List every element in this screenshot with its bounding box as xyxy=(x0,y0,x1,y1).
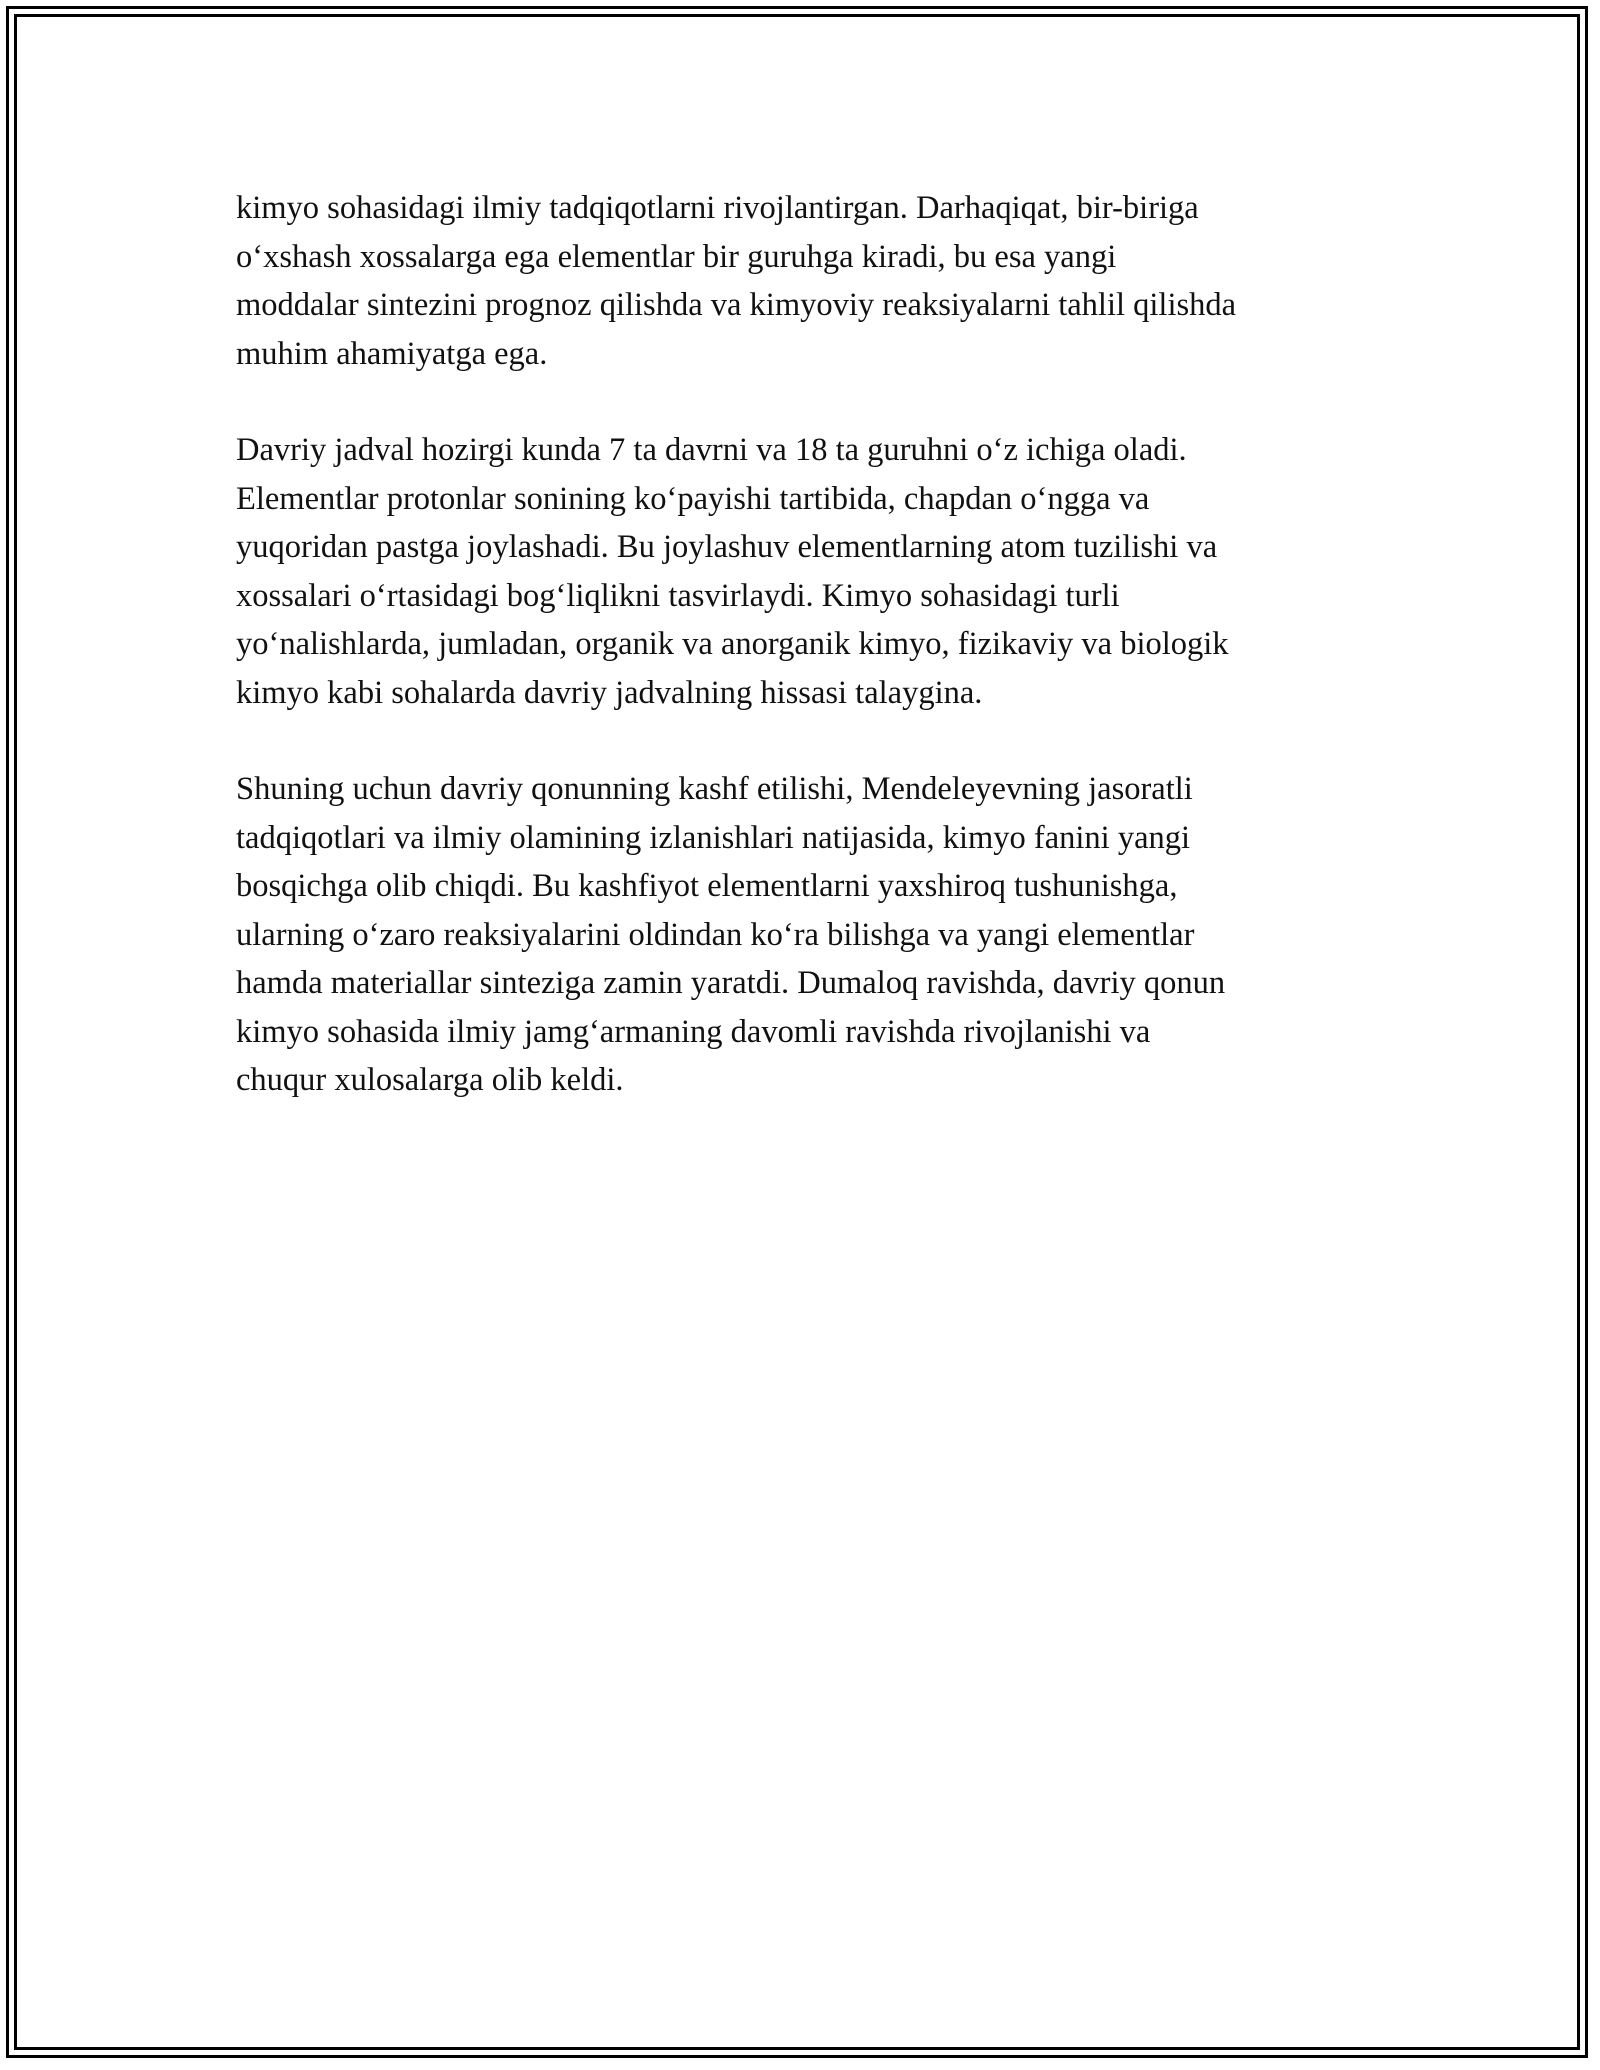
document-body xyxy=(236,184,1376,1153)
paragraph-3: Shuning uchun davriy qonunning kashf etilishi, Mendeleyevning jasoratli tadqiqotlari va ilmiy olamining izlanishlari natijasida, kimyo fanini yangi bosqichga olib chiqdi. Bu kashfiyot elementlarni yaxshiroq tushunishga, ularning o‘zaro reaksiyalarini oldindan ko‘ra bilishga va yangi elementlar hamda materiallar sinteziga zamin yaratdi. Dumaloq ravishda, davriy qonun kimyo sohasida ilmiy jamg‘armaning davomli ravishda rivojlanishi va chuqur xulosalarga olib keldi. xyxy=(236,771,1226,1098)
paragraph-2: Davriy jadval hozirgi kunda 7 ta davrni va 18 ta guruhni o‘z ichiga oladi. Elementlar protonlar sonining ko‘payishi tartibida, chapdan o‘ngga va yuqoridan pastga joylashadi. Bu joylashuv elementlarning atom tuzilishi va xossalari o‘rtasidagi bog‘liqlikni tasvirlaydi. Kimyo sohasidagi turli yo‘nalishlarda, jumladan, organik va anorganik kimyo, fizikaviy va biologik kimyo kabi sohalarda davriy jadvalning hissasi talaygina. xyxy=(236,432,1229,711)
paragraph-1: kimyo sohasidagi ilmiy tadqiqotlarni rivojlantirgan. Darhaqiqat, bir-biriga o‘xshash xossalarga ega elementlar bir guruhga kiradi, bu esa yangi moddalar sintezini prognoz qilishda va kimyoviy reaksiyalarni tahlil qilishda muhim ahamiyatga ega. xyxy=(236,190,1237,372)
